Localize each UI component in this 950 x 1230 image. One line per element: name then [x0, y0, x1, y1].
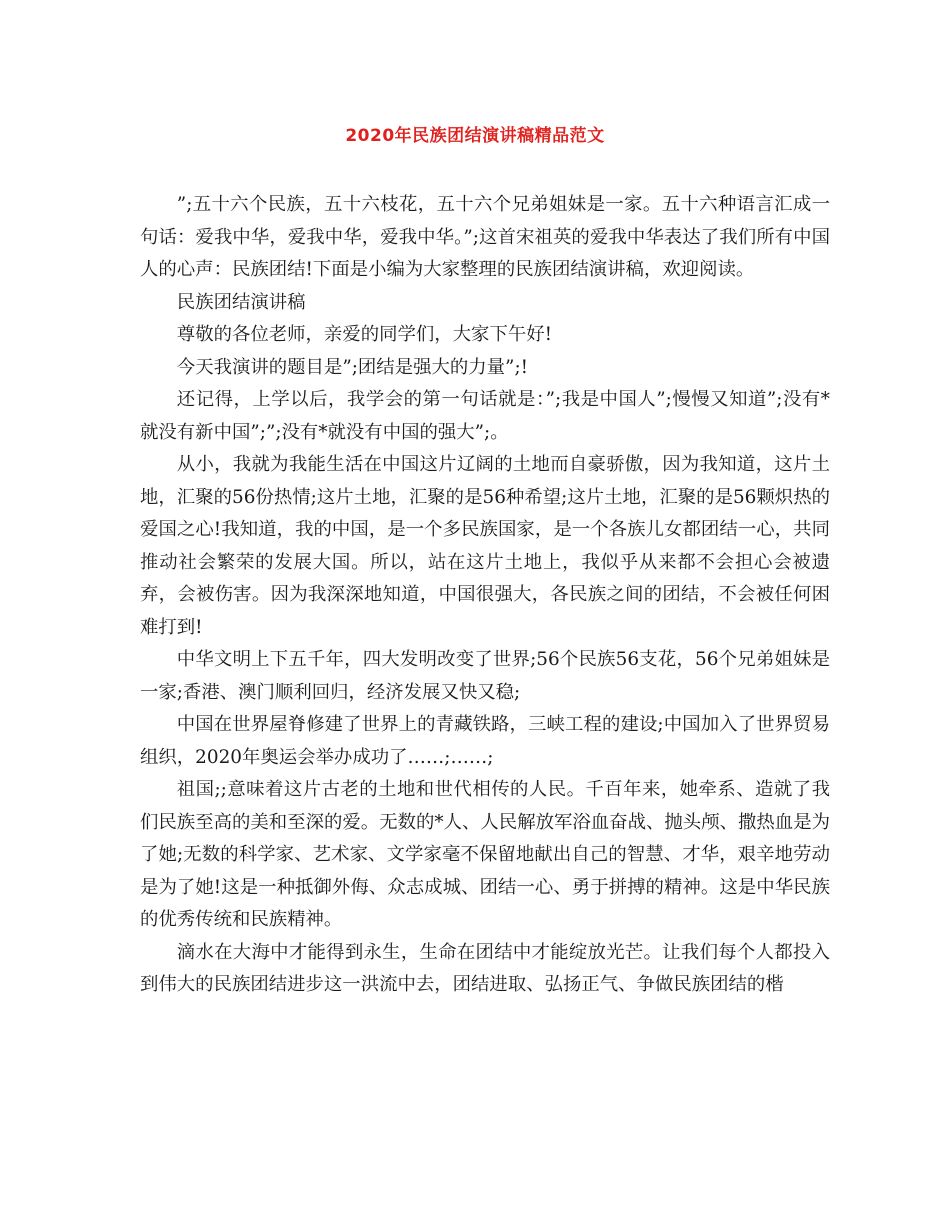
paragraph-greeting: 尊敬的各位老师，亲爱的同学们，大家下午好! [176, 324, 553, 345]
paragraph-intro: ”;五十六个民族，五十六枝花，五十六个兄弟姐妹是一家。五十六种语言汇成一句话：爱我中华，爱我中华，爱我中华。”;这首宋祖英的爱我中华表达了我们所有中国人的心声：民族团结!下面是小编为大家整理的民族团结演讲稿，欢迎阅读。 [140, 194, 830, 280]
paragraph-first-words: 还记得，上学以后，我学会的第一句话就是：”;我是中国人”;慢慢又知道”;没有*就没有新中国”;”;没有*就没有中国的强大”;。 [140, 389, 830, 443]
paragraph-motherland: 祖国;;意味着这片古老的土地和世代相传的人民。千百年来，她牵系、造就了我们民族至高的美和至深的爱。无数的*人、人民解放军浴血奋战、抛头颅、撒热血是为了她;无数的科学家、艺术家、文学家毫不保留地献出自己的智慧、才华，艰辛地劳动是为了她!这是一种抵御外侮、众志成城、团结一心、勇于拼搏的精神。这是中华民族的优秀传统和民族精神。 [140, 779, 830, 930]
paragraph-closing: 滴水在大海中才能得到永生，生命在团结中才能绽放光芒。让我们每个人都投入到伟大的民族团结进步这一洪流中去，团结进取、弘扬正气、争做民族团结的楷 [140, 941, 830, 995]
document-body [140, 189, 830, 1002]
paragraph-civilization: 中华文明上下五千年，四大发明改变了世界;56个民族56支花，56个兄弟姐妹是一家;香港、澳门顺利回归，经济发展又快又稳; [140, 649, 830, 703]
paragraph-achievements: 中国在世界屋脊修建了世界上的青藏铁路，三峡工程的建设;中国加入了世界贸易组织，2020年奥运会举办成功了……;……; [140, 714, 830, 768]
document-title: 2020年民族团结演讲稿精品范文 [345, 126, 605, 146]
paragraph-speech-heading: 民族团结演讲稿 [176, 291, 306, 313]
paragraph-childhood: 从小，我就为我能生活在中国这片辽阔的土地而自豪骄傲，因为我知道，这片土地，汇聚的56份热情;这片土地，汇聚的是56种希望;这片土地，汇聚的是56颗炽热的爱国之心!我知道，我的中国，是一个多民族国家，是一个各族儿女都团结一心，共同推动社会繁荣的发展大国。所以，站在这片土地上，我似乎从来都不会担心会被遗弃，会被伤害。因为我深深地知道，中国很强大，各民族之间的团结，不会被任何困难打到! [140, 454, 830, 638]
paragraph-topic: 今天我演讲的题目是”;团结是强大的力量”;! [176, 356, 529, 378]
